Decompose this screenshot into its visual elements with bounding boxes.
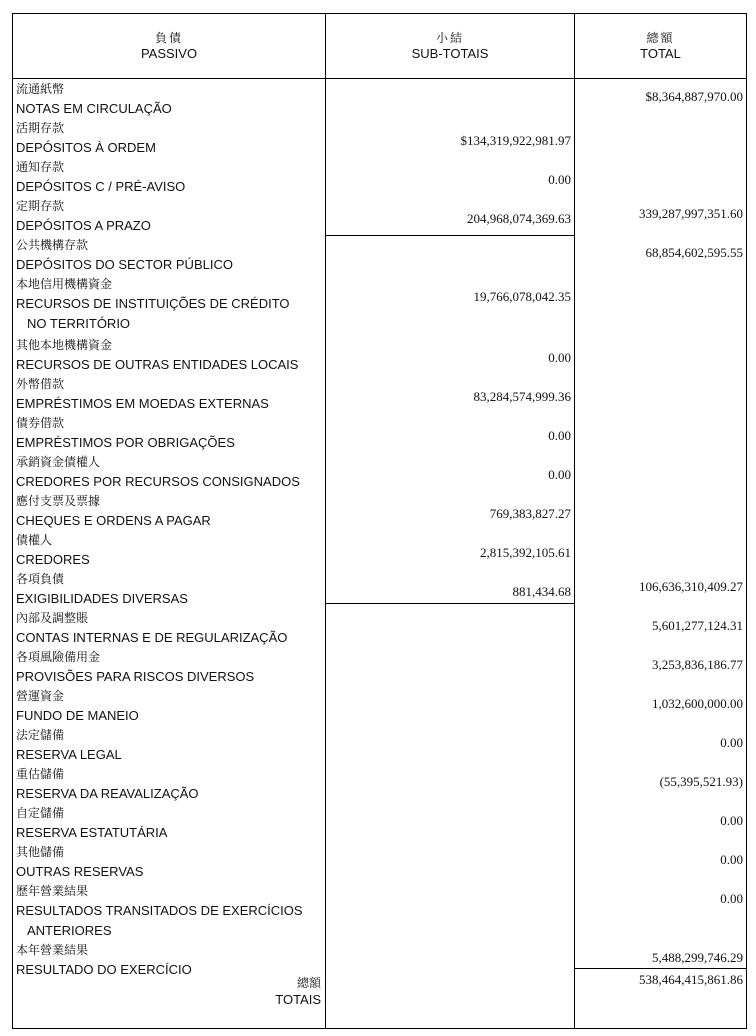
- row-label-pt: FUNDO DE MANEIO: [16, 708, 139, 723]
- row-label-pt: DEPÓSITOS DO SECTOR PÚBLICO: [16, 257, 233, 272]
- total-value: (55,395,521.93): [659, 774, 743, 789]
- row-label-pt: CHEQUES E ORDENS A PAGAR: [16, 513, 211, 528]
- total-value: 5,488,299,746.29: [652, 950, 743, 965]
- row-label-pt: DEPÓSITOS C / PRÉ-AVISO: [16, 179, 186, 194]
- total-value: 68,854,602,595.55: [645, 245, 743, 260]
- header-subtotais-pt: SUB-TOTAIS: [411, 45, 489, 61]
- header-passivo: [13, 14, 325, 77]
- row-label-zh: 各項負債: [16, 572, 65, 586]
- grand-total-value: 538,464,415,861.86: [639, 972, 743, 987]
- row-label-zh: 各項風險備用金: [16, 650, 101, 664]
- header-subtotais: [326, 14, 574, 77]
- row-label-zh: 應付支票及票據: [16, 494, 101, 508]
- row-label-pt: DEPÓSITOS A PRAZO: [16, 218, 151, 233]
- row-label-zh: 通知存款: [16, 160, 65, 174]
- row-label-zh: 本地信用機構資金: [16, 277, 113, 291]
- row-label-zh: 外幣借款: [16, 377, 65, 391]
- grand-total-rule: [574, 968, 746, 969]
- row-label-pt: RESERVA LEGAL: [16, 747, 122, 762]
- row-label-zh: 承銷資金債權人: [16, 455, 101, 469]
- row-label-pt: RECURSOS DE INSTITUIÇÕES DE CRÉDITO: [16, 296, 290, 311]
- row-label-pt: RESERVA ESTATUTÁRIA: [16, 825, 168, 840]
- subtotal-section-rule: [325, 235, 575, 236]
- subtotal-value: 0.00: [548, 172, 571, 187]
- total-value: 1,032,600,000.00: [652, 696, 743, 711]
- header-rule: [13, 78, 746, 79]
- header-passivo-pt: PASSIVO: [140, 45, 198, 61]
- row-label-pt: PROVISÕES PARA RISCOS DIVERSOS: [16, 669, 255, 684]
- row-label-pt: EMPRÉSTIMOS POR OBRIGAÇÕES: [16, 435, 235, 450]
- row-label-zh: 活期存款: [16, 121, 65, 135]
- header-passivo-zh: 負債: [154, 30, 183, 45]
- subtotal-value: 83,284,574,999.36: [473, 389, 571, 404]
- total-value: 339,287,997,351.60: [639, 206, 743, 221]
- row-label-zh: 其他儲備: [16, 845, 65, 859]
- row-label-zh: 營運資金: [16, 689, 65, 703]
- row-label-zh: 歷年營業結果: [16, 884, 89, 898]
- row-label-zh: 法定儲備: [16, 728, 65, 742]
- column-divider: [325, 13, 326, 1029]
- subtotal-value: 0.00: [548, 467, 571, 482]
- subtotal-value: 0.00: [548, 428, 571, 443]
- row-label-pt: OUTRAS RESERVAS: [16, 864, 144, 879]
- row-label-zh: 債券借款: [16, 416, 65, 430]
- subtotal-value: 204,968,074,369.63: [467, 211, 571, 226]
- header-subtotais-zh: 小結: [435, 30, 464, 45]
- total-value: 0.00: [720, 813, 743, 828]
- row-label-zh: 自定儲備: [16, 806, 65, 820]
- subtotal-value: 0.00: [548, 350, 571, 365]
- row-label-pt: RESERVA DA REAVALIZAÇÃO: [16, 786, 199, 801]
- row-label-pt: EXIGIBILIDADES DIVERSAS: [16, 591, 188, 606]
- row-label-zh: 本年營業結果: [16, 943, 89, 957]
- total-value: $8,364,887,970.00: [645, 89, 743, 104]
- row-label-pt-continued: ANTERIORES: [27, 923, 112, 938]
- row-label-pt: RECURSOS DE OUTRAS ENTIDADES LOCAIS: [16, 357, 299, 372]
- row-label-pt: CREDORES: [16, 552, 90, 567]
- totals-label-pt: TOTAIS: [275, 992, 321, 1007]
- row-label-pt: RESULTADO DO EXERCÍCIO: [16, 962, 192, 977]
- row-label-pt: DEPÓSITOS À ORDEM: [16, 140, 156, 155]
- total-value: 3,253,836,186.77: [652, 657, 743, 672]
- row-label-zh: 債權人: [16, 533, 53, 547]
- row-label-pt: RESULTADOS TRANSITADOS DE EXERCÍCIOS: [16, 903, 303, 918]
- header-total-pt: TOTAL: [640, 45, 681, 61]
- subtotal-value: 881,434.68: [512, 584, 571, 599]
- row-label-pt: EMPRÉSTIMOS EM MOEDAS EXTERNAS: [16, 396, 269, 411]
- row-label-zh: 定期存款: [16, 199, 65, 213]
- row-label-pt-continued: NO TERRITÓRIO: [27, 316, 131, 331]
- row-label-zh: 內部及調整賬: [16, 611, 89, 625]
- total-value: 106,636,310,409.27: [639, 579, 743, 594]
- row-label-zh: 其他本地機構資金: [16, 338, 113, 352]
- column-divider: [574, 13, 575, 1029]
- row-label-pt: CONTAS INTERNAS E DE REGULARIZAÇÃO: [16, 630, 288, 645]
- subtotal-value: 19,766,078,042.35: [473, 289, 571, 304]
- row-label-zh: 重估儲備: [16, 767, 65, 781]
- total-value: 0.00: [720, 735, 743, 750]
- balance-sheet-table: [12, 13, 747, 1029]
- total-value: 5,601,277,124.31: [652, 618, 743, 633]
- totals-label-zh: 總額: [296, 976, 321, 990]
- header-total: [575, 14, 746, 77]
- row-label-pt: CREDORES POR RECURSOS CONSIGNADOS: [16, 474, 300, 489]
- subtotal-value: 2,815,392,105.61: [480, 545, 571, 560]
- total-value: 0.00: [720, 891, 743, 906]
- subtotal-value: $134,319,922,981.97: [460, 133, 571, 148]
- total-value: 0.00: [720, 852, 743, 867]
- subtotal-section-rule: [325, 603, 575, 604]
- header-total-zh: 總額: [646, 30, 675, 45]
- row-label-zh: 流通紙幣: [16, 82, 65, 96]
- row-label-zh: 公共機構存款: [16, 238, 89, 252]
- row-label-pt: NOTAS EM CIRCULAÇÃO: [16, 101, 172, 116]
- subtotal-value: 769,383,827.27: [489, 506, 571, 521]
